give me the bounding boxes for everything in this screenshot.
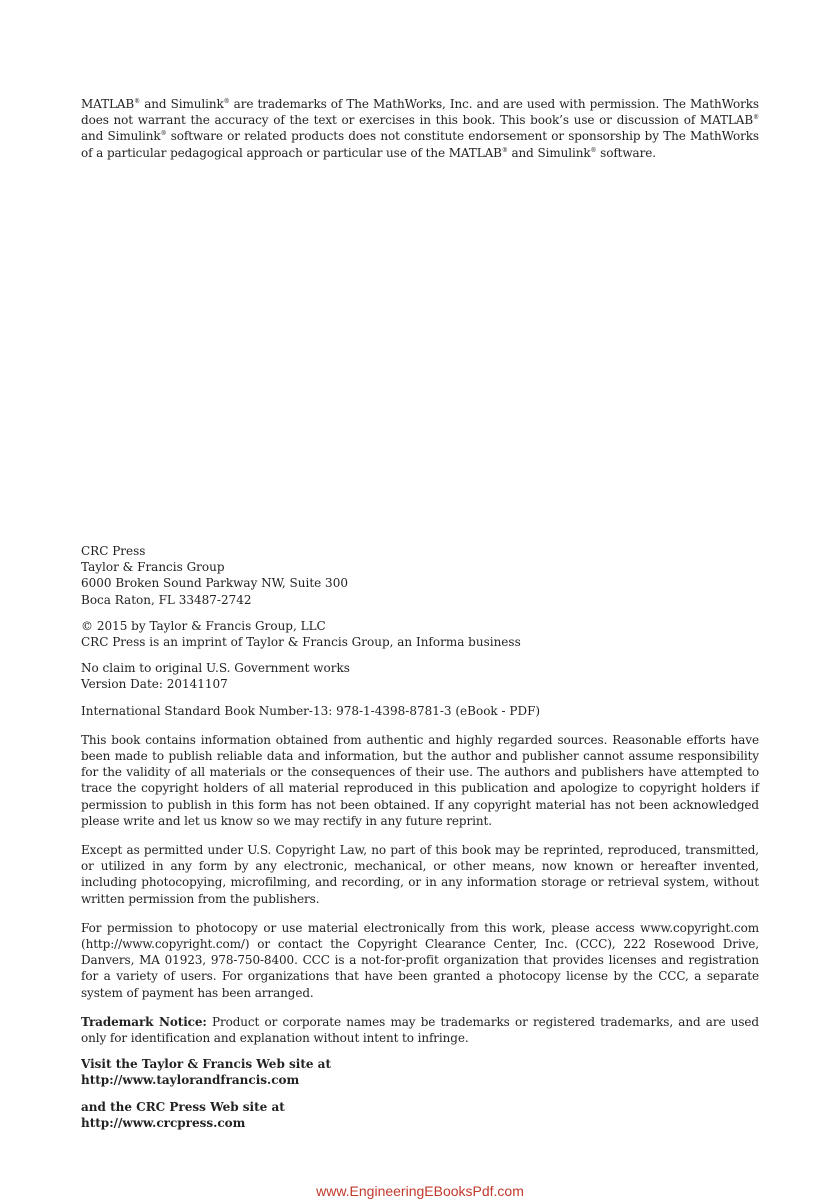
tf-website xyxy=(81,1056,759,1088)
copyright-lines xyxy=(81,618,759,650)
tf-website-url[interactable]: http://www.taylorandfrancis.com xyxy=(81,1073,300,1088)
footer-watermark[interactable]: www.EngineeringEBooksPdf.com xyxy=(316,1183,524,1199)
version-lines xyxy=(81,660,759,692)
isbn-block xyxy=(81,703,759,719)
trademark-paragraph: MATLAB® and Simulink® are trademarks of The MathWorks, Inc. and are used with permission. The MathWorks does not warrant the accuracy of the text or exercises in this book. This book’s use or discussion of MATLAB® and Simulink® software or related products does not constitute endorsement or sponsorship by The MathWorks of a particular pedagogical approach or particular use of the MATLAB® and Simulink® software. xyxy=(81,97,759,160)
tf-website-label: Visit the Taylor & Francis Web site at xyxy=(81,1057,331,1072)
copyright-law-paragraph: Except as permitted under U.S. Copyright Law, no part of this book may be reprinted, reproduced, transmitted, or utilized in any form by any electronic, mechanical, or other means, now known or hereafter invented, including photocopying, microfilming, and recording, or in any information storage or retrieval system, without written permission from the publishers. xyxy=(81,843,759,906)
publisher-street: 6000 Broken Sound Parkway NW, Suite 300 xyxy=(81,576,348,591)
trademark-notice xyxy=(81,1014,759,1046)
crc-website-url[interactable]: http://www.crcpress.com xyxy=(81,1115,246,1130)
publisher-name: CRC Press xyxy=(81,544,146,558)
permission-paragraph: For permission to photocopy or use material electronically from this work, please access www.copyright.com (http://www.copyright.com/) or contact the Copyright Clearance Center, Inc. (CCC), 222 Rosewood Drive, Danvers, MA 01923, 978-750-8400. CCC is a not-for-profit organization that provides licenses and registration for a variety of users. For organizations that have been granted a photocopy license by the CCC, a separate system of payment has been arranged. xyxy=(81,920,759,1000)
trademark-notice-text: Product or corporate names may be trademarks or registered trademarks, and are used only for identification and explanation without intent to infringe. xyxy=(81,1014,759,1046)
copyright-line: © 2015 by Taylor & Francis Group, LLC xyxy=(81,618,326,633)
crc-website xyxy=(81,1099,759,1131)
publisher-group: Taylor & Francis Group xyxy=(81,560,225,575)
version-date: Version Date: 20141107 xyxy=(81,677,228,692)
trademark-statement xyxy=(81,96,759,161)
imprint-line: CRC Press is an imprint of Taylor & Francis Group, an Informa business xyxy=(81,635,521,650)
trademark-notice-label: Trademark Notice: xyxy=(81,1014,207,1029)
imprint-block xyxy=(81,543,759,1131)
government-claim: No claim to original U.S. Government works xyxy=(81,661,350,676)
sources-paragraph: This book contains information obtained from authentic and highly regarded sources. Reasonable efforts have been made to publish reliable data and information, but the author and publisher cannot assume responsibility for the validity of all materials or the consequences of their use. The authors and publishers have attempted to trace the copyright holders of all material reproduced in this publication and apologize to copyright holders if permission to publish in this form has not been obtained. If any copyright material has not been acknowledged please write and let us know so we may rectify in any future reprint. xyxy=(81,732,759,828)
publisher-address xyxy=(81,543,759,608)
isbn-line: International Standard Book Number-13: 978-1-4398-8781-3 (eBook - PDF) xyxy=(81,703,541,718)
crc-website-label: and the CRC Press Web site at xyxy=(81,1099,285,1114)
publisher-city: Boca Raton, FL 33487-2742 xyxy=(81,592,252,607)
